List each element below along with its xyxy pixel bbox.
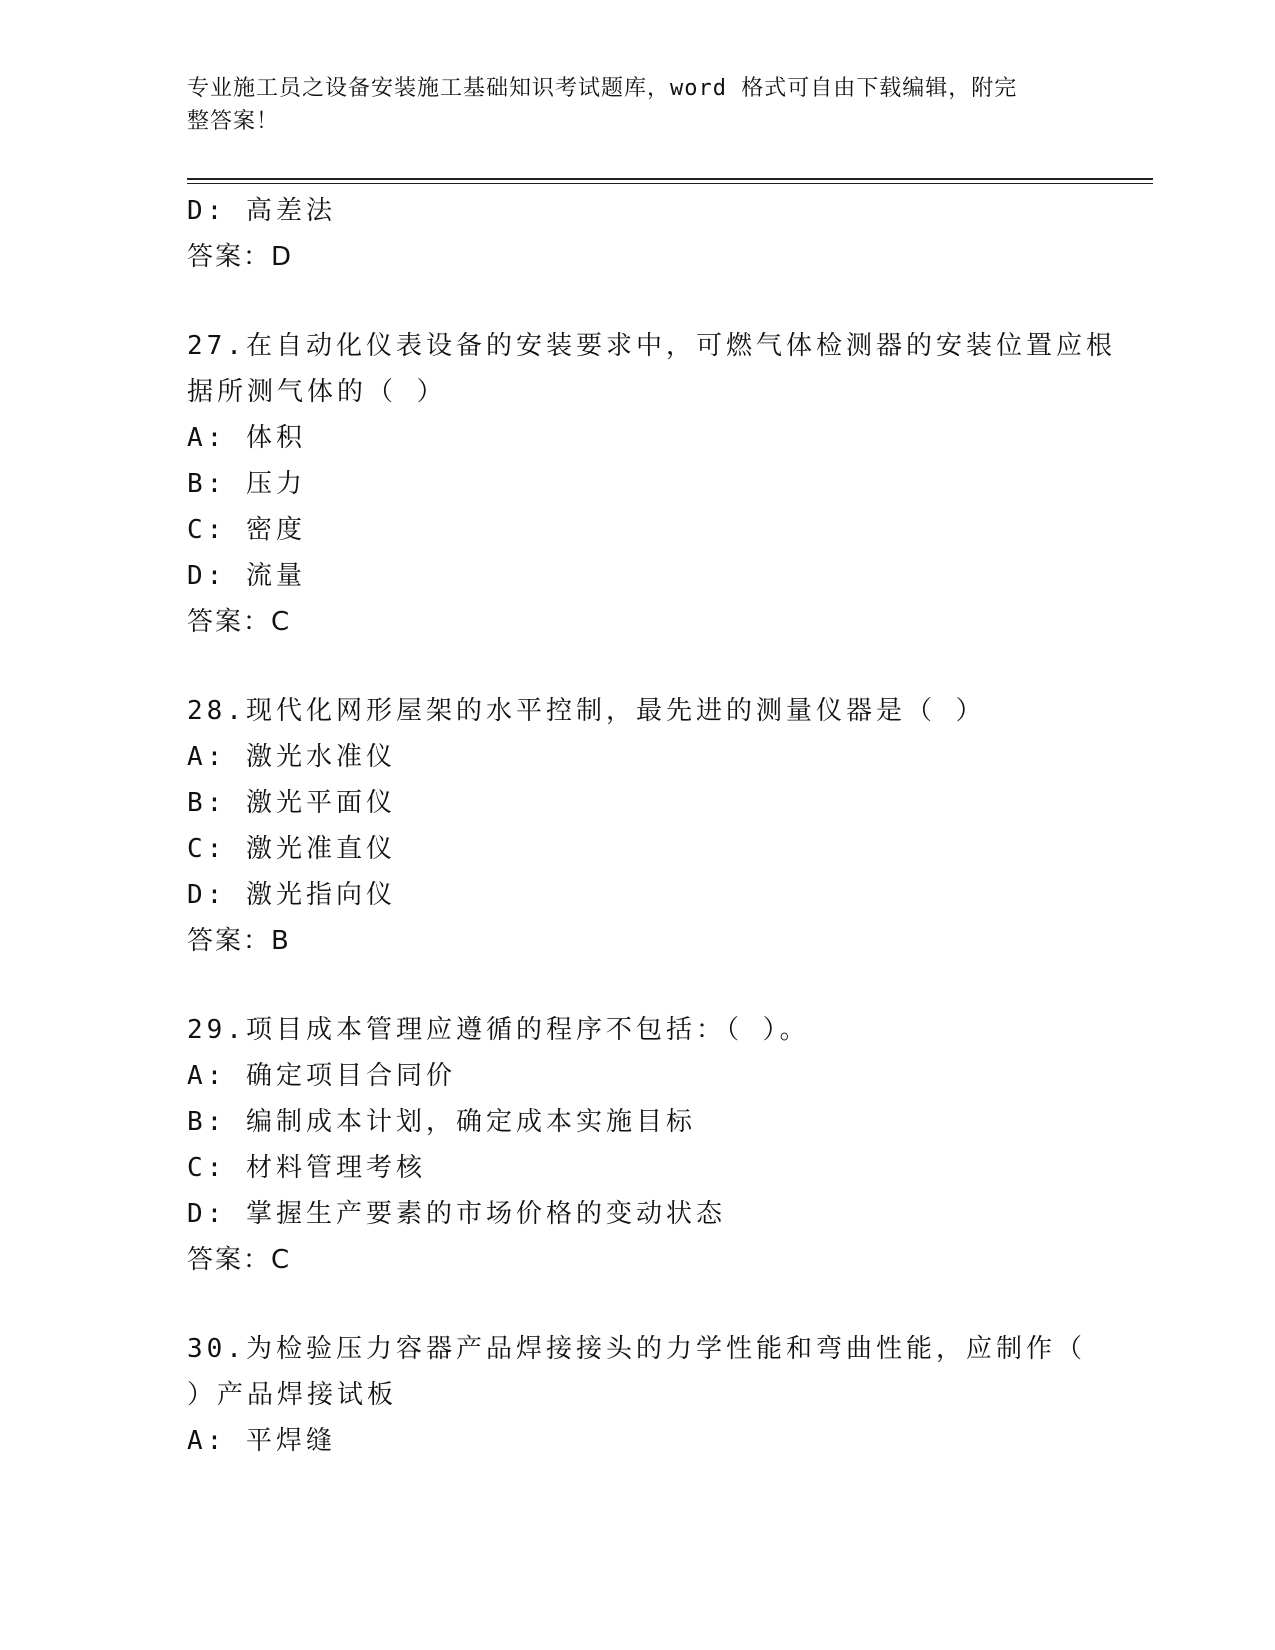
- option-d: D: 高差法: [187, 196, 336, 226]
- option-c: C: 密度: [187, 515, 306, 545]
- header-divider-thin: [187, 183, 1153, 184]
- answer: 答案：C: [187, 607, 292, 637]
- answer: 答案：C: [187, 1245, 292, 1275]
- header-line-1: 专业施工员之设备安装施工基础知识考试题库，word 格式可自由下载编辑，附完: [187, 76, 1018, 101]
- question-26-tail: [187, 188, 1087, 280]
- document-header: [187, 72, 1067, 138]
- question-list: [187, 188, 1116, 1464]
- header-line-2: 整答案！: [187, 109, 280, 134]
- option-d: D: 激光指向仪: [187, 880, 396, 910]
- question-29: [187, 1007, 1087, 1283]
- question-28: [187, 688, 1087, 964]
- option-d: D: 流量: [187, 561, 306, 591]
- option-a: A: 体积: [187, 423, 306, 453]
- option-d: D: 掌握生产要素的市场价格的变动状态: [187, 1199, 726, 1229]
- option-b: B: 编制成本计划，确定成本实施目标: [187, 1107, 696, 1137]
- answer: 答案：B: [187, 926, 291, 956]
- question-stem: 27.在自动化仪表设备的安装要求中，可燃气体检测器的安装位置应根: [187, 331, 1116, 361]
- question-stem: 28.现代化网形屋架的水平控制，最先进的测量仪器是（ ）: [187, 696, 986, 726]
- question-30: [187, 1326, 1087, 1464]
- option-b: B: 激光平面仪: [187, 788, 396, 818]
- option-c: C: 材料管理考核: [187, 1153, 426, 1183]
- option-a: A: 激光水准仪: [187, 742, 396, 772]
- answer: 答案：D: [187, 242, 294, 272]
- option-c: C: 激光准直仪: [187, 834, 396, 864]
- question-stem-cont: ）产品焊接试板: [187, 1380, 398, 1410]
- option-a: A: 平焊缝: [187, 1426, 336, 1456]
- question-stem: 29.项目成本管理应遵循的程序不包括：（ ）。: [187, 1015, 810, 1045]
- question-stem: 30.为检验压力容器产品焊接接头的力学性能和弯曲性能，应制作（: [187, 1334, 1086, 1364]
- header-divider-thick: [187, 178, 1153, 180]
- question-27: [187, 323, 1116, 645]
- option-a: A: 确定项目合同价: [187, 1061, 456, 1091]
- question-stem-cont: 据所测气体的（ ）: [187, 377, 447, 407]
- option-b: B: 压力: [187, 469, 306, 499]
